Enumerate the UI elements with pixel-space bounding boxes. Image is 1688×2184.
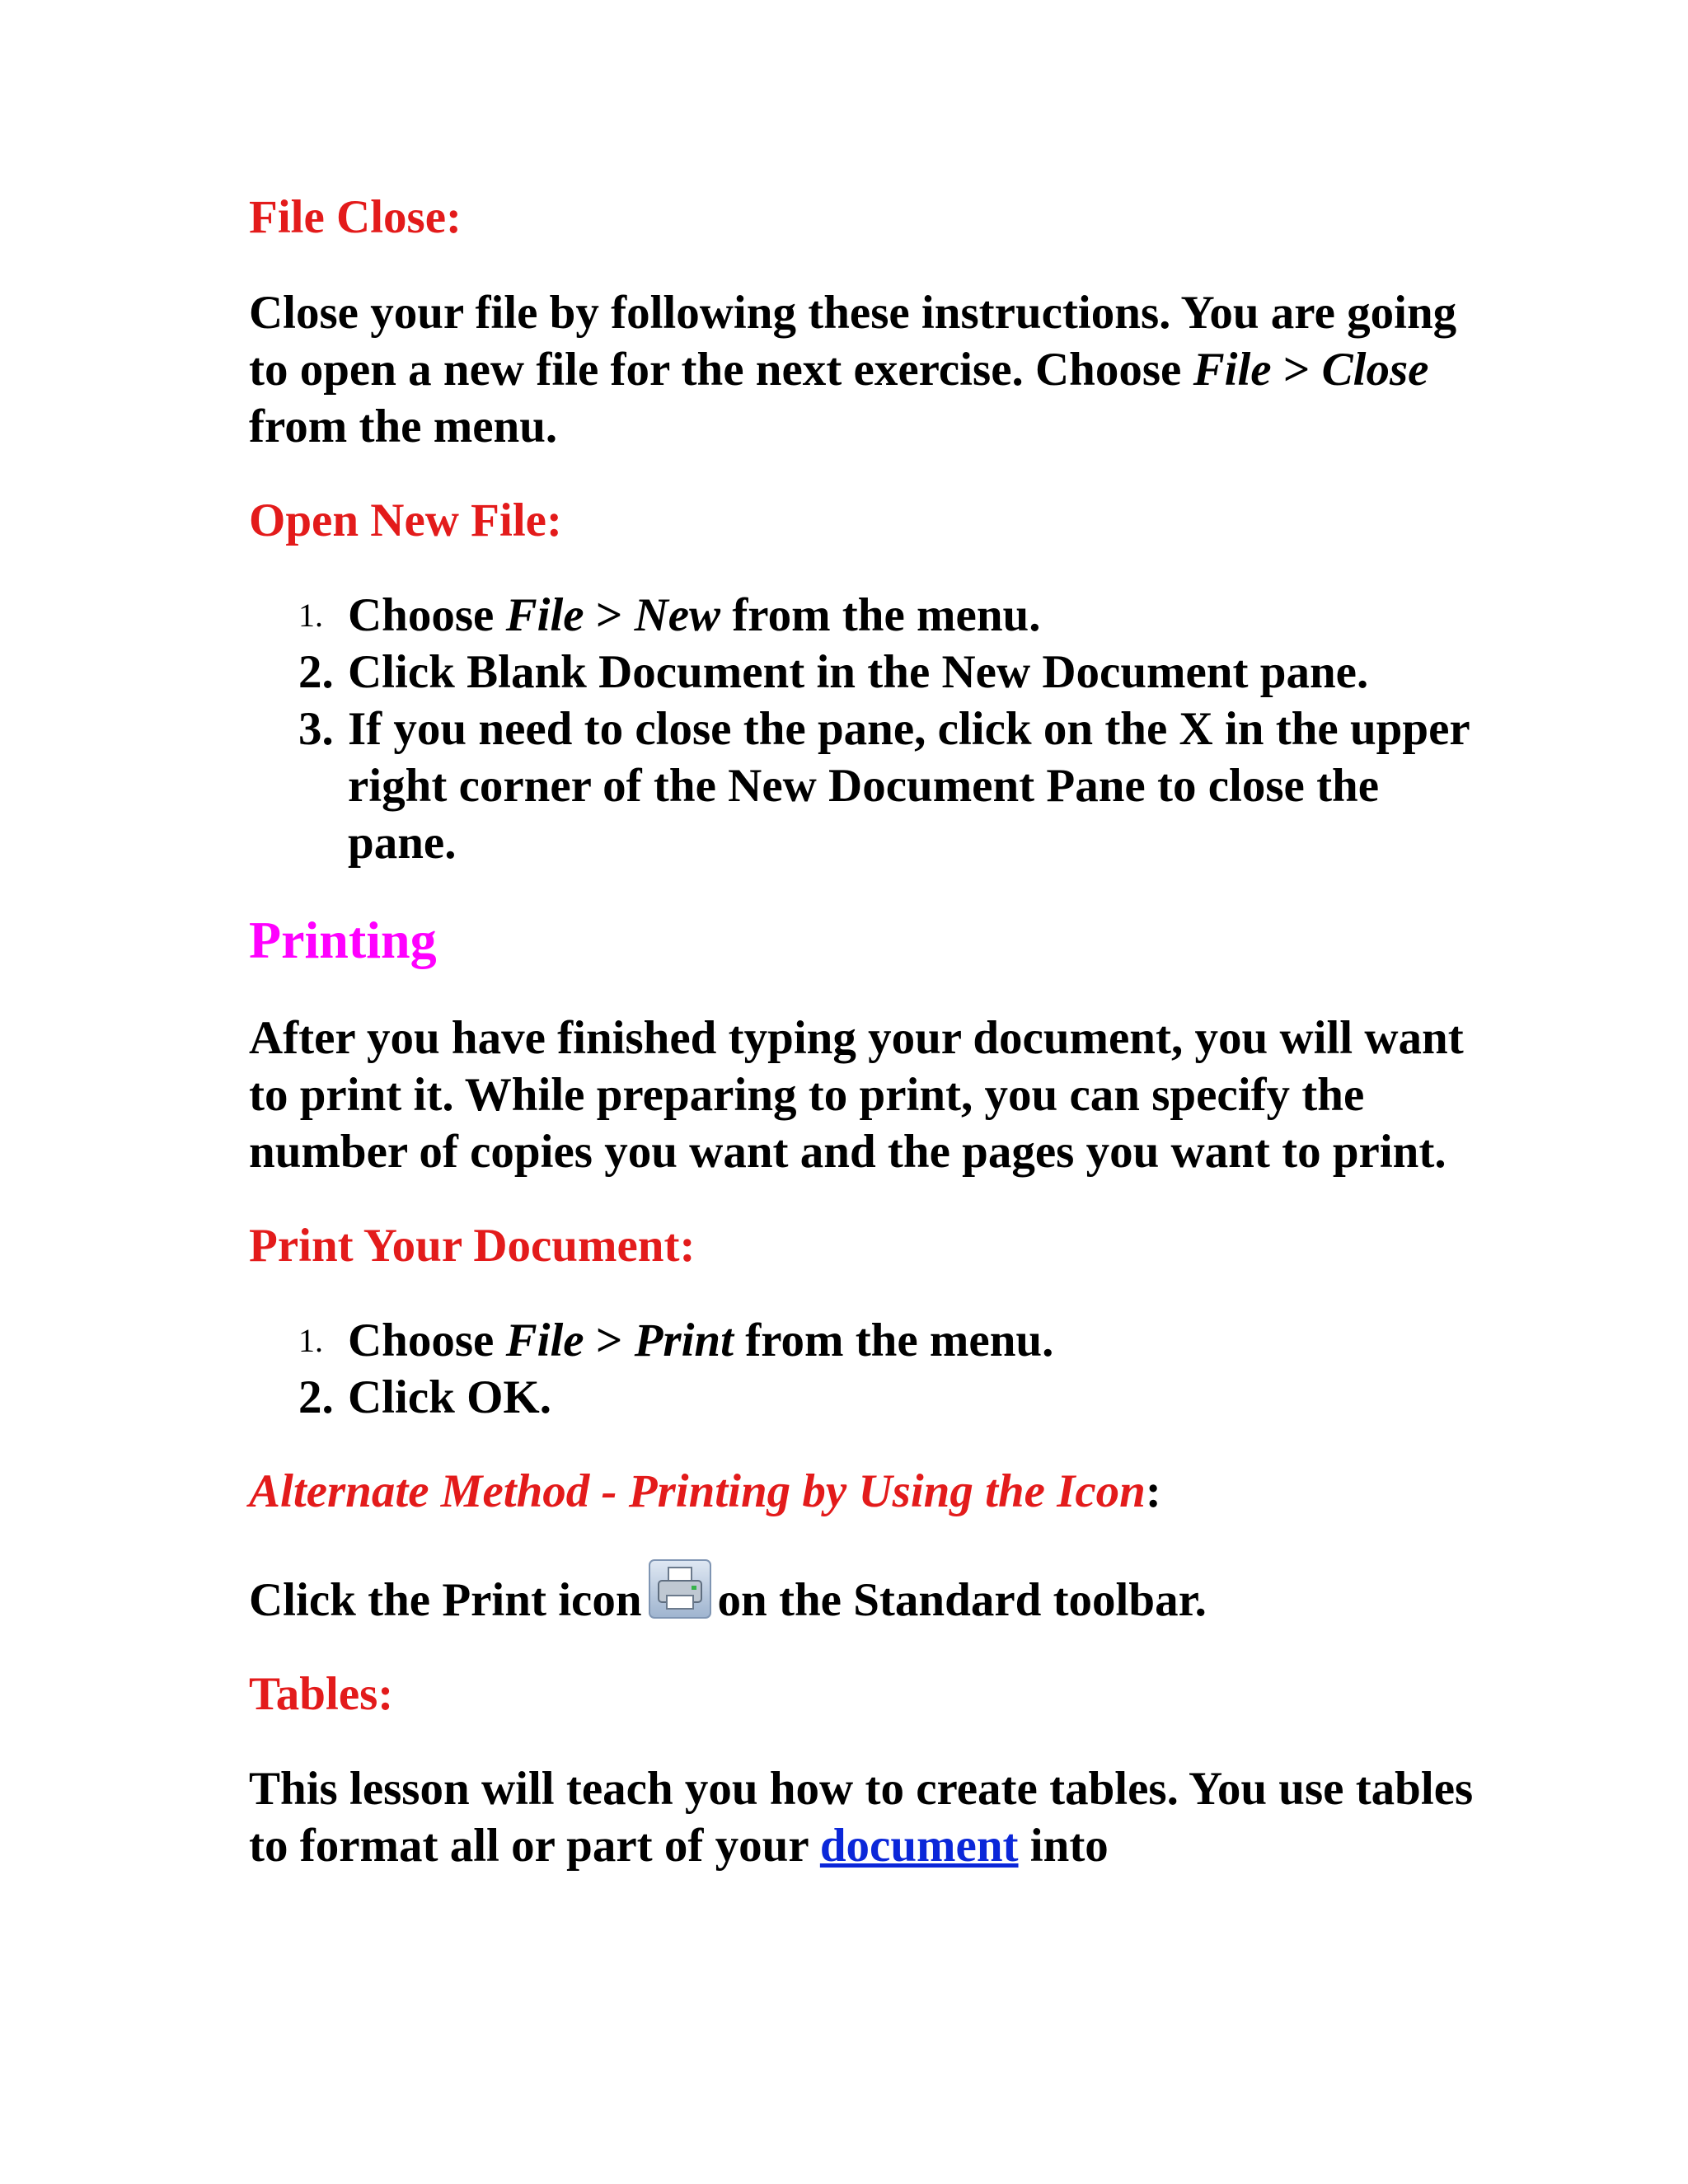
heading-printing: Printing [249,911,437,969]
paragraph-printing: After you have finished typing your document, you will want to print it. While preparing to print, you can specify the number of copies you want and the pages you want to print. [249,1012,1464,1178]
document-page [249,190,1485,1874]
paragraph-tables: This lesson will teach you how to create tables. You use tables to format all or part of your document into [249,1763,1474,1872]
paragraph-print-icon: Click the Print icon on the Standard toolbar. [249,1559,1485,1629]
heading-print-your-document: Print Your Document: [249,1220,696,1272]
document-link[interactable]: document [819,1820,1019,1872]
list-number: 2. [298,646,334,698]
list-number: 2. [298,1371,334,1423]
paragraph-file-close: Close your file by following these instructions. You are going to open a new file for the next exercise. Choose File > Close from the menu. [249,287,1457,452]
list-item: 3. If you need to close the pane, click on the X in the upper right corner of the New Document Pane to close the pane. [249,701,1485,871]
heading-file-close: File Close: [249,191,462,243]
list-item: 2. Click OK. [249,1369,1485,1426]
list-number: 3. [298,703,334,755]
open-new-file-steps [249,587,1485,871]
list-number: 1. [298,1322,323,1359]
print-document-steps [249,1312,1485,1426]
list-number: 1. [298,597,323,634]
heading-alternate-method: Alternate Method - Printing by Using the Icon: [249,1465,1161,1517]
list-item: 1. Choose File > Print from the menu. [249,1312,1485,1369]
heading-open-new-file: Open New File: [249,494,562,546]
list-item: 1. Choose File > New from the menu. [249,587,1485,644]
heading-tables: Tables: [249,1668,394,1720]
list-item: 2. Click Blank Document in the New Document pane. [249,644,1485,701]
printer-icon [649,1559,711,1619]
